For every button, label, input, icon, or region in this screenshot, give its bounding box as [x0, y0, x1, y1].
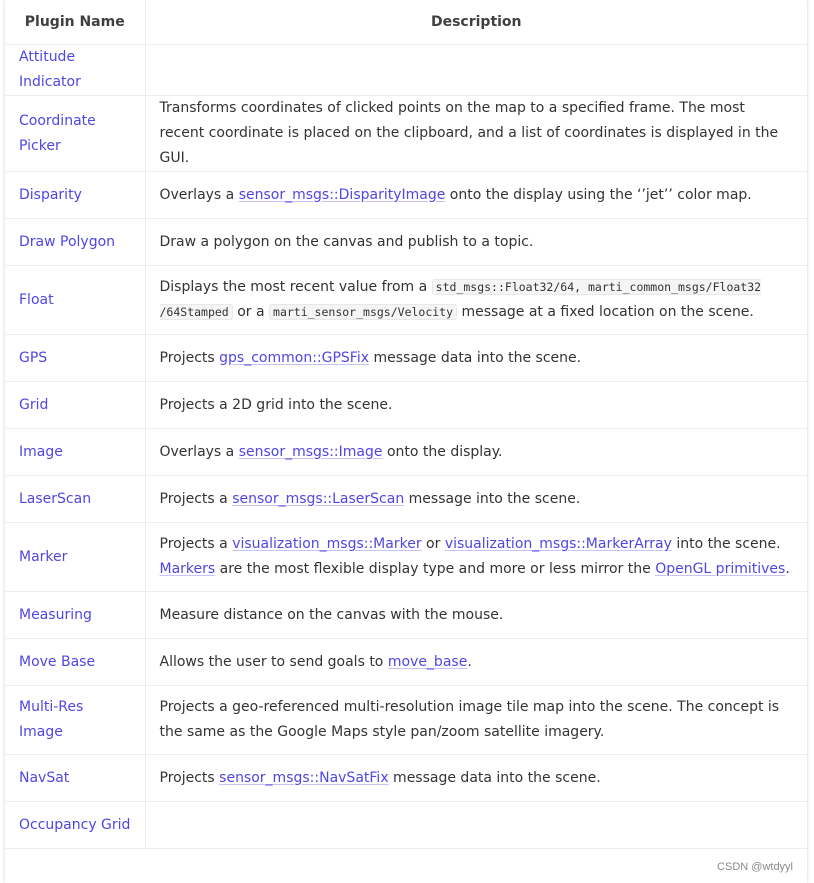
description-link[interactable]: visualization_msgs::MarkerArray: [444, 536, 672, 552]
description-link[interactable]: move_base: [387, 653, 468, 670]
col-header-description: Description: [145, 0, 807, 45]
description-link[interactable]: gps_common::GPSFix: [219, 349, 370, 366]
plugin-description-cell: [145, 429, 807, 476]
plugin-name-link[interactable]: Image: [19, 443, 63, 460]
plugin-name-link[interactable]: Disparity: [19, 186, 82, 203]
table-header-row: [5, 0, 807, 45]
description-text: Projects: [159, 769, 220, 786]
description-text: or a: [232, 304, 270, 320]
plugin-name-cell: [5, 96, 145, 172]
description-text: Projects a: [159, 490, 233, 507]
description-text: Projects a 2D grid into the scene.: [159, 396, 393, 413]
plugin-description-cell: [145, 755, 807, 802]
description-text: Draw a polygon on the canvas and publish to a topic.: [159, 233, 534, 250]
plugin-name-cell: [5, 476, 145, 523]
description-text: Projects a: [159, 536, 233, 552]
description-text: Allows the user to send goals to: [159, 653, 388, 670]
description-link[interactable]: sensor_msgs::NavSatFix: [219, 769, 389, 786]
description-text: message data into the scene.: [369, 349, 582, 366]
plugin-name-cell: [5, 429, 145, 476]
plugin-description-cell: [145, 219, 807, 266]
description-text: Overlays a: [159, 186, 239, 203]
description-link[interactable]: sensor_msgs::LaserScan: [232, 490, 405, 507]
plugin-description-cell: [145, 96, 807, 172]
plugin-name-cell: [5, 219, 145, 266]
inline-code: std_msgs::Float32/64, marti_common_msgs/Float32 /64Stamped: [159, 280, 762, 319]
plugin-name-cell: [5, 592, 145, 639]
table-row: [5, 802, 807, 849]
plugin-name-cell: [5, 382, 145, 429]
description-text: Displays the most recent value from a: [159, 279, 432, 295]
plugin-name-link[interactable]: Coordinate Picker: [19, 112, 96, 154]
plugin-name-cell: [5, 335, 145, 382]
plugin-name-link[interactable]: NavSat: [19, 769, 70, 786]
plugin-table: [5, 0, 807, 849]
plugin-name-cell: [5, 686, 145, 755]
plugin-name-link[interactable]: GPS: [19, 349, 48, 366]
plugin-name-cell: [5, 802, 145, 849]
plugin-name-link[interactable]: Marker: [19, 548, 68, 565]
description-text: onto the display using the ‘’jet’’ color map.: [445, 186, 752, 203]
description-link[interactable]: visualization_msgs::Marker: [232, 536, 422, 552]
description-text: onto the display.: [382, 443, 503, 460]
plugin-description-cell: [145, 45, 807, 96]
description-text: message data into the scene.: [388, 769, 601, 786]
table-row: [5, 476, 807, 523]
plugin-description-cell: [145, 523, 807, 592]
plugin-description-cell: [145, 639, 807, 686]
col-header-plugin-name: Plugin Name: [5, 0, 145, 45]
table-row: [5, 755, 807, 802]
table-row: [5, 219, 807, 266]
plugin-description-cell: [145, 476, 807, 523]
plugin-name-cell: [5, 639, 145, 686]
plugin-name-link[interactable]: Grid: [19, 396, 49, 413]
description-text: or: [421, 536, 445, 552]
description-text: message at a fixed location on the scene.: [457, 304, 754, 320]
plugin-name-link[interactable]: Move Base: [19, 653, 96, 670]
plugin-description-cell: [145, 172, 807, 219]
table-row: [5, 686, 807, 755]
plugin-table-container: [5, 0, 807, 883]
table-row: [5, 523, 807, 592]
plugin-name-cell: [5, 755, 145, 802]
plugin-name-cell: [5, 266, 145, 335]
table-row: [5, 266, 807, 335]
inline-code: marti_sensor_msgs/Velocity: [269, 304, 457, 320]
description-text: message into the scene.: [404, 490, 581, 507]
description-text: Transforms coordinates of clicked points on the map to a specified frame. The most recent coordinate is placed on the clipboard, and a list of coordinates is displayed in the GUI.: [159, 100, 779, 166]
plugin-name-link[interactable]: Multi-Res Image: [19, 699, 84, 740]
description-link[interactable]: Markers: [159, 561, 216, 577]
plugin-description-cell: [145, 592, 807, 639]
plugin-name-link[interactable]: Draw Polygon: [19, 233, 116, 250]
description-link[interactable]: sensor_msgs::Image: [238, 443, 383, 460]
plugin-name-link[interactable]: LaserScan: [19, 490, 92, 507]
table-row: [5, 639, 807, 686]
description-link[interactable]: sensor_msgs::DisparityImage: [238, 186, 446, 203]
plugin-description-cell: [145, 266, 807, 335]
plugin-description-cell: [145, 335, 807, 382]
table-row: [5, 429, 807, 476]
description-text: Projects: [159, 349, 220, 366]
table-row: [5, 45, 807, 96]
table-row: [5, 382, 807, 429]
plugin-description-cell: [145, 686, 807, 755]
table-row: [5, 592, 807, 639]
plugin-description-cell: [145, 802, 807, 849]
plugin-name-link[interactable]: Occupancy Grid: [19, 816, 131, 833]
plugin-name-cell: [5, 172, 145, 219]
plugin-name-link[interactable]: Attitude Indicator: [19, 49, 81, 90]
description-text: .: [467, 653, 472, 670]
description-text: .: [785, 561, 790, 577]
table-row: [5, 96, 807, 172]
description-link[interactable]: OpenGL primitives: [655, 561, 786, 577]
description-text: Projects a geo-referenced multi-resolution image tile map into the scene. The concept is the same as the Google Maps style pan/zoom satellite imagery.: [159, 699, 780, 740]
description-text: into the scene.: [671, 536, 781, 552]
plugin-name-link[interactable]: Float: [19, 291, 54, 308]
plugin-description-cell: [145, 382, 807, 429]
plugin-name-link[interactable]: Measuring: [19, 606, 92, 623]
description-text: are the most flexible display type and more or less mirror the: [215, 561, 656, 577]
watermark: CSDN @wtdyyl: [717, 861, 793, 873]
description-text: Measure distance on the canvas with the mouse.: [159, 606, 504, 623]
plugin-name-cell: [5, 45, 145, 96]
table-row: [5, 335, 807, 382]
plugin-name-cell: [5, 523, 145, 592]
description-text: Overlays a: [159, 443, 239, 460]
table-row: [5, 172, 807, 219]
